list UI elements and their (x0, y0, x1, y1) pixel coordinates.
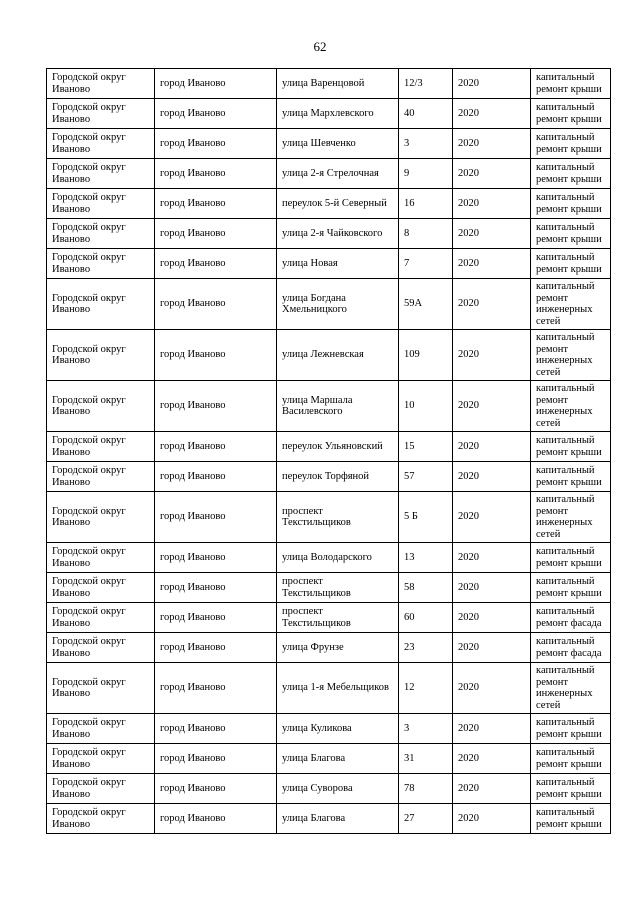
district-cell: Городской округ Иваново (47, 279, 155, 330)
work-type-cell: капитальный ремонт крыши (531, 99, 611, 129)
city-cell: город Иваново (155, 381, 277, 432)
house-number-cell: 57 (399, 462, 453, 492)
work-type-cell: капитальный ремонт крыши (531, 432, 611, 462)
house-number-cell: 59А (399, 279, 453, 330)
year-cell: 2020 (453, 603, 531, 633)
year-cell: 2020 (453, 744, 531, 774)
work-type-cell: капитальный ремонт крыши (531, 804, 611, 834)
year-cell: 2020 (453, 249, 531, 279)
street-cell: улица Мархлевского (277, 99, 399, 129)
street-cell: проспект Текстильщиков (277, 603, 399, 633)
work-type-cell: капитальный ремонт фасада (531, 633, 611, 663)
table-row (47, 381, 611, 432)
city-cell: город Иваново (155, 219, 277, 249)
street-cell: проспект Текстильщиков (277, 492, 399, 543)
street-cell: переулок 5-й Северный (277, 189, 399, 219)
house-number-cell: 58 (399, 573, 453, 603)
district-cell: Городской округ Иваново (47, 99, 155, 129)
year-cell: 2020 (453, 279, 531, 330)
table-row (47, 69, 611, 99)
work-type-cell: капитальный ремонт фасада (531, 603, 611, 633)
work-type-cell: капитальный ремонт крыши (531, 129, 611, 159)
work-type-cell: капитальный ремонт крыши (531, 189, 611, 219)
year-cell: 2020 (453, 774, 531, 804)
work-type-cell: капитальный ремонт крыши (531, 774, 611, 804)
year-cell: 2020 (453, 663, 531, 714)
year-cell: 2020 (453, 159, 531, 189)
street-cell: проспект Текстильщиков (277, 573, 399, 603)
year-cell: 2020 (453, 714, 531, 744)
street-cell: улица Шевченко (277, 129, 399, 159)
house-number-cell: 78 (399, 774, 453, 804)
city-cell: город Иваново (155, 279, 277, 330)
work-type-cell: капитальный ремонт крыши (531, 744, 611, 774)
work-type-cell: капитальный ремонт инженерных сетей (531, 492, 611, 543)
street-cell: улица Благова (277, 804, 399, 834)
table-row (47, 663, 611, 714)
year-cell: 2020 (453, 189, 531, 219)
house-number-cell: 10 (399, 381, 453, 432)
street-cell: улица Варенцовой (277, 69, 399, 99)
district-cell: Городской округ Иваново (47, 462, 155, 492)
district-cell: Городской округ Иваново (47, 663, 155, 714)
district-cell: Городской округ Иваново (47, 804, 155, 834)
work-type-cell: капитальный ремонт инженерных сетей (531, 663, 611, 714)
street-cell: переулок Торфяной (277, 462, 399, 492)
year-cell: 2020 (453, 573, 531, 603)
table-row (47, 249, 611, 279)
house-number-cell: 40 (399, 99, 453, 129)
city-cell: город Иваново (155, 633, 277, 663)
district-cell: Городской округ Иваново (47, 573, 155, 603)
district-cell: Городской округ Иваново (47, 159, 155, 189)
city-cell: город Иваново (155, 99, 277, 129)
district-cell: Городской округ Иваново (47, 219, 155, 249)
city-cell: город Иваново (155, 129, 277, 159)
year-cell: 2020 (453, 99, 531, 129)
year-cell: 2020 (453, 543, 531, 573)
district-cell: Городской округ Иваново (47, 249, 155, 279)
repair-schedule-table (46, 68, 611, 834)
table-row (47, 543, 611, 573)
table-row (47, 219, 611, 249)
district-cell: Городской округ Иваново (47, 774, 155, 804)
city-cell: город Иваново (155, 774, 277, 804)
year-cell: 2020 (453, 804, 531, 834)
table-body (47, 69, 611, 834)
street-cell: улица Лежневская (277, 330, 399, 381)
table-row (47, 330, 611, 381)
page-number: 62 (313, 39, 327, 54)
work-type-cell: капитальный ремонт крыши (531, 462, 611, 492)
street-cell: переулок Ульяновский (277, 432, 399, 462)
work-type-cell: капитальный ремонт крыши (531, 249, 611, 279)
street-cell: улица Маршала Василевского (277, 381, 399, 432)
district-cell: Городской округ Иваново (47, 543, 155, 573)
year-cell: 2020 (453, 219, 531, 249)
city-cell: город Иваново (155, 804, 277, 834)
year-cell: 2020 (453, 69, 531, 99)
work-type-cell: капитальный ремонт инженерных сетей (531, 279, 611, 330)
year-cell: 2020 (453, 381, 531, 432)
table-row (47, 744, 611, 774)
street-cell: улица Куликова (277, 714, 399, 744)
street-cell: улица Володарского (277, 543, 399, 573)
city-cell: город Иваново (155, 744, 277, 774)
house-number-cell: 15 (399, 432, 453, 462)
house-number-cell: 3 (399, 714, 453, 744)
street-cell: улица Фрунзе (277, 633, 399, 663)
table-row (47, 714, 611, 744)
district-cell: Городской округ Иваново (47, 432, 155, 462)
district-cell: Городской округ Иваново (47, 744, 155, 774)
street-cell: улица 1-я Мебельщиков (277, 663, 399, 714)
district-cell: Городской округ Иваново (47, 603, 155, 633)
house-number-cell: 5 Б (399, 492, 453, 543)
district-cell: Городской округ Иваново (47, 129, 155, 159)
street-cell: улица 2-я Чайковского (277, 219, 399, 249)
house-number-cell: 8 (399, 219, 453, 249)
work-type-cell: капитальный ремонт крыши (531, 159, 611, 189)
table-row (47, 492, 611, 543)
house-number-cell: 12 (399, 663, 453, 714)
year-cell: 2020 (453, 462, 531, 492)
table-row (47, 99, 611, 129)
city-cell: город Иваново (155, 69, 277, 99)
street-cell: улица Благова (277, 744, 399, 774)
street-cell: улица Новая (277, 249, 399, 279)
year-cell: 2020 (453, 492, 531, 543)
city-cell: город Иваново (155, 159, 277, 189)
city-cell: город Иваново (155, 330, 277, 381)
table-row (47, 189, 611, 219)
house-number-cell: 7 (399, 249, 453, 279)
house-number-cell: 13 (399, 543, 453, 573)
house-number-cell: 12/3 (399, 69, 453, 99)
table-row (47, 633, 611, 663)
table-row (47, 279, 611, 330)
district-cell: Городской округ Иваново (47, 492, 155, 543)
district-cell: Городской округ Иваново (47, 330, 155, 381)
city-cell: город Иваново (155, 663, 277, 714)
work-type-cell: капитальный ремонт крыши (531, 573, 611, 603)
work-type-cell: капитальный ремонт крыши (531, 219, 611, 249)
house-number-cell: 9 (399, 159, 453, 189)
table-row (47, 432, 611, 462)
table-row (47, 573, 611, 603)
city-cell: город Иваново (155, 249, 277, 279)
house-number-cell: 31 (399, 744, 453, 774)
district-cell: Городской округ Иваново (47, 189, 155, 219)
house-number-cell: 16 (399, 189, 453, 219)
house-number-cell: 109 (399, 330, 453, 381)
city-cell: город Иваново (155, 189, 277, 219)
work-type-cell: капитальный ремонт крыши (531, 69, 611, 99)
table-row (47, 159, 611, 189)
city-cell: город Иваново (155, 714, 277, 744)
street-cell: улица Суворова (277, 774, 399, 804)
district-cell: Городской округ Иваново (47, 714, 155, 744)
house-number-cell: 3 (399, 129, 453, 159)
work-type-cell: капитальный ремонт инженерных сетей (531, 381, 611, 432)
city-cell: город Иваново (155, 492, 277, 543)
work-type-cell: капитальный ремонт крыши (531, 714, 611, 744)
table-row (47, 129, 611, 159)
year-cell: 2020 (453, 633, 531, 663)
work-type-cell: капитальный ремонт инженерных сетей (531, 330, 611, 381)
year-cell: 2020 (453, 129, 531, 159)
city-cell: город Иваново (155, 462, 277, 492)
district-cell: Городской округ Иваново (47, 633, 155, 663)
city-cell: город Иваново (155, 432, 277, 462)
year-cell: 2020 (453, 432, 531, 462)
table-row (47, 462, 611, 492)
city-cell: город Иваново (155, 543, 277, 573)
work-type-cell: капитальный ремонт крыши (531, 543, 611, 573)
street-cell: улица Богдана Хмельницкого (277, 279, 399, 330)
house-number-cell: 60 (399, 603, 453, 633)
street-cell: улица 2-я Стрелочная (277, 159, 399, 189)
table-row (47, 804, 611, 834)
city-cell: город Иваново (155, 573, 277, 603)
district-cell: Городской округ Иваново (47, 69, 155, 99)
house-number-cell: 23 (399, 633, 453, 663)
table-row (47, 603, 611, 633)
table-row (47, 774, 611, 804)
year-cell: 2020 (453, 330, 531, 381)
district-cell: Городской округ Иваново (47, 381, 155, 432)
city-cell: город Иваново (155, 603, 277, 633)
house-number-cell: 27 (399, 804, 453, 834)
